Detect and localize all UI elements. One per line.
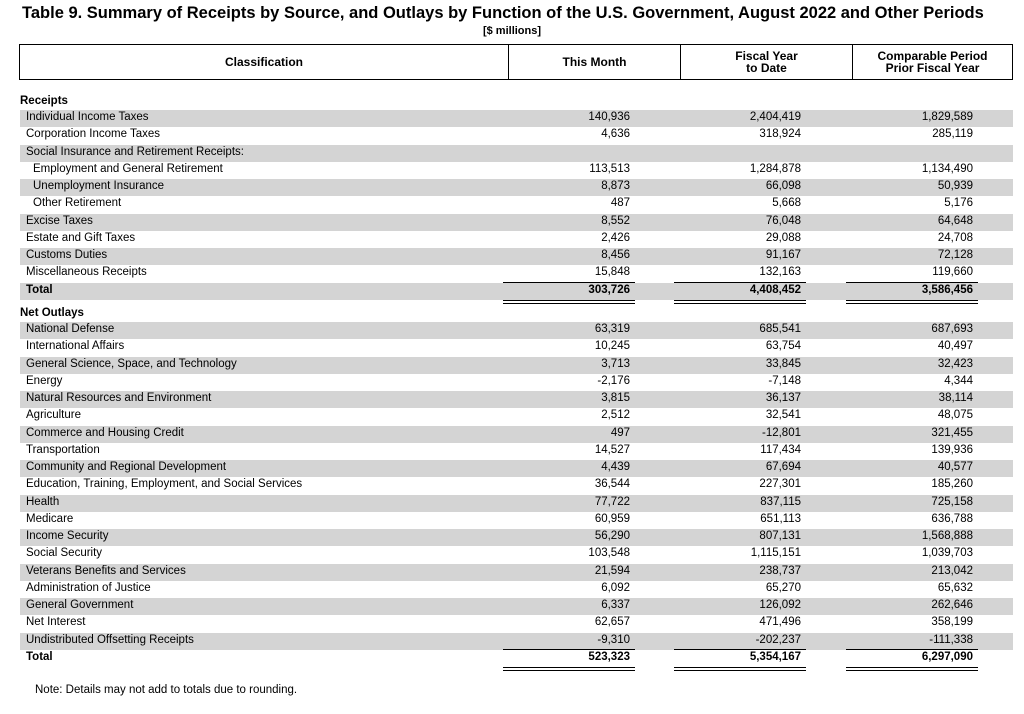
this-month-value: 63,319 (594, 323, 630, 335)
outlays-heading: Net Outlays (20, 307, 84, 319)
table-row (20, 512, 1013, 529)
fiscal-year-to-date-value: 4,408,452 (749, 283, 801, 296)
total-rule-bottom (674, 300, 806, 301)
row-label: Unemployment Insurance (33, 180, 165, 192)
prior-year-value: 32,423 (937, 357, 973, 370)
table-subtitle: [$ millions] (482, 25, 542, 37)
row-label: Energy (26, 374, 63, 387)
total-rule-double (846, 670, 978, 671)
header-fytd-line2: to Date (746, 61, 787, 75)
fiscal-year-to-date-value: 807,131 (759, 530, 801, 542)
fiscal-year-to-date-value: -7,148 (768, 374, 801, 387)
this-month-value: 4,439 (601, 461, 630, 473)
fiscal-year-to-date-value: 36,137 (765, 392, 801, 404)
row-label: Social Insurance and Retirement Receipts: (26, 145, 244, 158)
prior-year-value: 185,260 (931, 478, 973, 491)
fiscal-year-to-date-value: 227,301 (759, 478, 801, 491)
prior-year-value: 1,568,888 (921, 530, 973, 542)
header-comparable-period (852, 45, 1012, 79)
this-month-value: 113,513 (589, 162, 630, 175)
this-month-value: 15,848 (594, 266, 630, 279)
this-month-value: 56,290 (594, 530, 630, 542)
this-month-value: 8,873 (601, 180, 630, 192)
total-row (20, 283, 1013, 300)
prior-year-value: 687,693 (931, 323, 973, 335)
row-label: General Government (26, 599, 134, 611)
this-month-value: 3,713 (601, 357, 630, 370)
this-month-value: -9,310 (597, 633, 630, 646)
row-label: National Defense (26, 323, 115, 335)
table-row (20, 564, 1013, 581)
fiscal-year-to-date-value: 5,354,167 (749, 650, 801, 663)
this-month-value: 6,092 (601, 581, 630, 594)
table-row (20, 426, 1013, 443)
table-row (20, 443, 1013, 460)
prior-year-value: 1,039,703 (921, 547, 973, 560)
this-month-value: 10,245 (594, 340, 630, 353)
row-label: International Affairs (26, 340, 125, 353)
total-rule-bottom (846, 667, 978, 668)
table-row (20, 179, 1013, 196)
table-row (20, 598, 1013, 615)
total-rule-double (674, 670, 806, 671)
fiscal-year-to-date-value: 1,115,151 (750, 547, 801, 560)
fiscal-year-to-date-value: 837,115 (760, 495, 801, 508)
row-label: Total (26, 283, 53, 296)
table-row (20, 529, 1013, 546)
fiscal-year-to-date-value: -12,801 (761, 426, 801, 439)
fiscal-year-to-date-value: 63,754 (765, 340, 801, 353)
table-row (20, 322, 1013, 339)
row-label: Veterans Benefits and Services (26, 564, 186, 577)
row-label: Community and Regional Development (26, 461, 227, 473)
row-label: Miscellaneous Receipts (26, 266, 147, 279)
header-fiscal-year-to-date (680, 45, 852, 79)
table-row (20, 145, 1013, 162)
prior-year-value: 4,344 (944, 374, 973, 387)
fiscal-year-to-date-value: 65,270 (765, 581, 801, 594)
fiscal-year-to-date-value: 318,924 (759, 128, 801, 141)
this-month-value: 6,337 (601, 599, 630, 611)
fiscal-year-to-date-value: 67,694 (765, 461, 801, 473)
header-classification: Classification (224, 55, 304, 69)
table-row (20, 408, 1013, 425)
row-label: General Science, Space, and Technology (26, 357, 237, 370)
this-month-value: 2,426 (601, 231, 630, 244)
fiscal-year-to-date-value: 132,163 (759, 266, 801, 279)
table-row (20, 162, 1013, 179)
fiscal-year-to-date-value: -202,237 (755, 633, 801, 646)
row-label: Education, Training, Employment, and Social Services (26, 478, 303, 491)
fiscal-year-to-date-value: 685,541 (759, 323, 801, 335)
total-rule-double (674, 303, 806, 304)
table-row (20, 231, 1013, 248)
prior-year-value: -111,338 (929, 633, 973, 646)
table-row (20, 477, 1013, 494)
this-month-value: 77,722 (594, 495, 630, 508)
fiscal-year-to-date-value: 651,113 (760, 512, 801, 525)
fiscal-year-to-date-value: 29,088 (765, 231, 801, 244)
this-month-value: 36,544 (594, 478, 630, 491)
table-row (20, 110, 1013, 127)
prior-year-value: 72,128 (937, 249, 973, 261)
prior-year-value: 139,936 (931, 443, 973, 456)
row-label: Transportation (26, 443, 100, 456)
prior-year-value: 40,497 (937, 340, 973, 353)
total-rule-bottom (846, 300, 978, 301)
fiscal-year-to-date-value: 1,284,878 (749, 162, 801, 175)
table-row (20, 357, 1013, 374)
total-row (20, 650, 1013, 667)
row-label: Excise Taxes (26, 214, 93, 227)
prior-year-value: 64,648 (937, 214, 973, 227)
table-row (20, 127, 1013, 144)
fiscal-year-to-date-value: 2,404,419 (749, 111, 801, 123)
fiscal-year-to-date-value: 91,167 (765, 249, 801, 261)
row-label: Social Security (26, 547, 103, 560)
total-rule-double (503, 670, 635, 671)
table-row (20, 265, 1013, 282)
row-label: Corporation Income Taxes (26, 128, 161, 141)
table-header (19, 44, 1013, 80)
row-label: Total (26, 650, 53, 663)
row-label: Agriculture (26, 409, 81, 422)
prior-year-value: 24,708 (937, 231, 973, 244)
prior-year-value: 3,586,456 (921, 283, 973, 296)
this-month-value: 8,456 (601, 249, 630, 261)
prior-year-value: 6,297,090 (921, 650, 973, 663)
table-title: Table 9. Summary of Receipts by Source, and Outlays by Function of the U.S. Government, August 2022 and Other Periods (22, 4, 984, 22)
header-fytd-line1: Fiscal Year (735, 49, 798, 63)
this-month-value: -2,176 (597, 374, 630, 387)
prior-year-value: 65,632 (937, 581, 973, 594)
row-label: Individual Income Taxes (26, 111, 149, 123)
fiscal-year-to-date-value: 238,737 (759, 564, 801, 577)
prior-year-value: 40,577 (937, 461, 973, 473)
prior-year-value: 285,119 (932, 128, 973, 141)
table-row (20, 546, 1013, 563)
total-rule-bottom (503, 300, 635, 301)
row-label: Net Interest (26, 616, 86, 629)
table-row (20, 196, 1013, 213)
row-label: Income Security (26, 530, 109, 542)
prior-year-value: 358,199 (931, 616, 973, 629)
this-month-value: 3,815 (601, 392, 630, 404)
fiscal-year-to-date-value: 126,092 (759, 599, 801, 611)
this-month-value: 487 (610, 197, 630, 210)
row-label: Commerce and Housing Credit (26, 426, 184, 439)
receipts-heading: Receipts (20, 95, 68, 107)
table-row (20, 633, 1013, 650)
this-month-value: 14,527 (594, 443, 630, 456)
prior-year-value: 119,660 (932, 266, 973, 279)
prior-year-value: 1,829,589 (921, 111, 973, 123)
footnote: Note: Details may not add to totals due to rounding. (35, 684, 298, 696)
prior-year-value: 50,939 (937, 180, 973, 192)
this-month-value: 497 (610, 426, 630, 439)
total-rule-bottom (503, 667, 635, 668)
this-month-value: 140,936 (588, 111, 630, 123)
this-month-value: 21,594 (594, 564, 630, 577)
fiscal-year-to-date-value: 66,098 (765, 180, 801, 192)
prior-year-value: 5,176 (944, 197, 973, 210)
table-row (20, 615, 1013, 632)
this-month-value: 523,323 (588, 650, 630, 663)
this-month-value: 8,552 (601, 214, 630, 227)
header-this-month: This Month (508, 45, 680, 79)
table-row (20, 339, 1013, 356)
this-month-value: 62,657 (594, 616, 630, 629)
row-label: Health (26, 495, 60, 508)
prior-year-value: 262,646 (931, 599, 973, 611)
prior-year-value: 1,134,490 (921, 162, 973, 175)
row-label: Medicare (26, 512, 74, 525)
this-month-value: 2,512 (601, 409, 630, 422)
table-row (20, 581, 1013, 598)
fiscal-year-to-date-value: 5,668 (772, 197, 801, 210)
row-label: Other Retirement (33, 197, 122, 210)
table-row (20, 460, 1013, 477)
row-label: Undistributed Offsetting Receipts (26, 633, 194, 646)
row-label: Natural Resources and Environment (26, 392, 212, 404)
total-rule-double (503, 303, 635, 304)
fiscal-year-to-date-value: 471,496 (759, 616, 801, 629)
prior-year-value: 636,788 (931, 512, 973, 525)
prior-year-value: 213,042 (931, 564, 973, 577)
total-rule-double (846, 303, 978, 304)
table-row (20, 374, 1013, 391)
fiscal-year-to-date-value: 32,541 (765, 409, 801, 422)
header-prior-line1: Comparable Period (877, 49, 988, 63)
row-label: Administration of Justice (26, 581, 151, 594)
row-label: Employment and General Retirement (33, 162, 223, 175)
table-row (20, 391, 1013, 408)
prior-year-value: 725,158 (931, 495, 973, 508)
row-label: Customs Duties (26, 249, 108, 261)
this-month-value: 4,636 (601, 128, 630, 141)
this-month-value: 303,726 (588, 283, 630, 296)
row-label: Estate and Gift Taxes (26, 231, 136, 244)
total-rule-bottom (674, 667, 806, 668)
table-row (20, 248, 1013, 265)
this-month-value: 60,959 (594, 512, 630, 525)
prior-year-value: 38,114 (938, 392, 973, 404)
this-month-value: 103,548 (588, 547, 630, 560)
fiscal-year-to-date-value: 76,048 (765, 214, 801, 227)
fiscal-year-to-date-value: 33,845 (765, 357, 801, 370)
table-row (20, 495, 1013, 512)
fiscal-year-to-date-value: 117,434 (760, 443, 801, 456)
header-prior-line2: Prior Fiscal Year (885, 61, 980, 75)
prior-year-value: 321,455 (931, 426, 973, 439)
table-row (20, 214, 1013, 231)
prior-year-value: 48,075 (937, 409, 973, 422)
